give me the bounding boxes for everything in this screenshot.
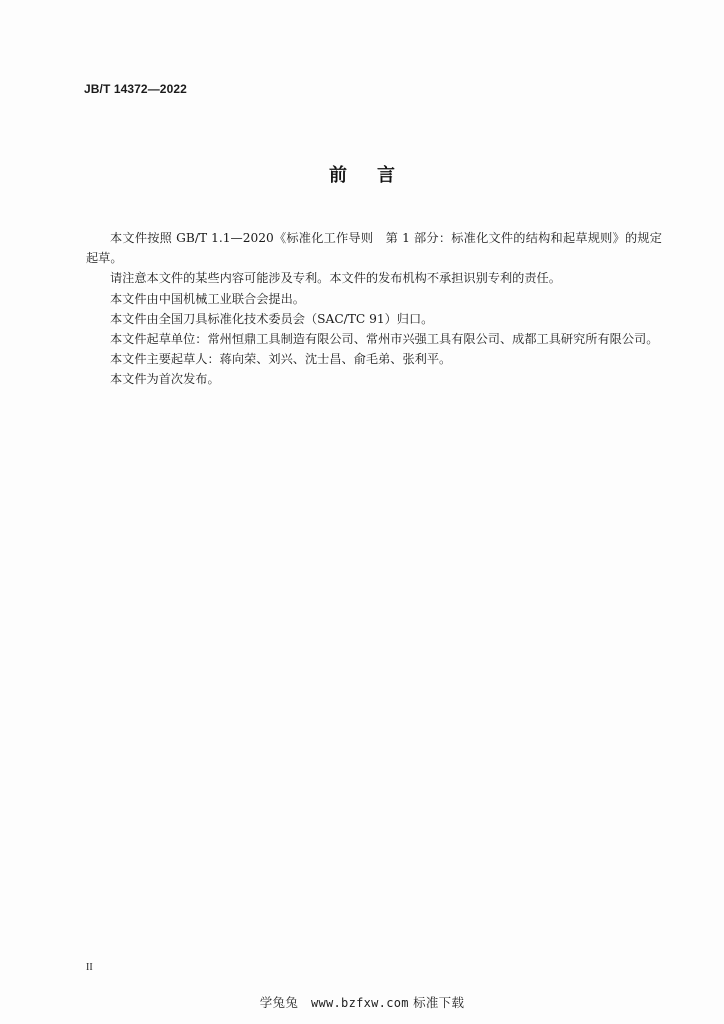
paragraph-patent-notice: 请注意本文件的某些内容可能涉及专利。本文件的发布机构不承担识别专利的责任。	[110, 271, 561, 286]
paragraph-drafting-organizations: 本文件起草单位：常州恒鼎工具制造有限公司、常州市兴强工具有限公司、成都工具研究所有限公司。	[110, 332, 659, 347]
page-title	[0, 161, 724, 187]
page-number: II	[86, 962, 93, 973]
page-title-char-1: 前	[329, 165, 347, 186]
page-title-char-2: 言	[377, 165, 395, 186]
watermark-suffix: 标准下载	[413, 995, 465, 1010]
paragraph-technical-committee: 本文件由全国刀具标准化技术委员会（SAC/TC 91）归口。	[110, 311, 434, 326]
watermark	[0, 993, 724, 1011]
paragraph-proposer: 本文件由中国机械工业联合会提出。	[110, 291, 305, 306]
watermark-prefix: 学兔兔	[259, 995, 299, 1010]
paragraph-drafters: 本文件主要起草人：蒋向荣、刘兴、沈士昌、俞毛弟、张利平。	[110, 352, 452, 367]
foreword-body	[86, 228, 662, 390]
watermark-url: www.bzfxw.com	[310, 996, 409, 1010]
paragraph-drafting-rules: 本文件按照 GB/T 1.1—2020《标准化工作导则 第 1 部分：标准化文件的结构和起草规则》的规定起草。	[86, 231, 662, 266]
paragraph-first-release: 本文件为首次发布。	[110, 372, 220, 387]
standard-code: JB/T 14372—2022	[84, 82, 187, 96]
